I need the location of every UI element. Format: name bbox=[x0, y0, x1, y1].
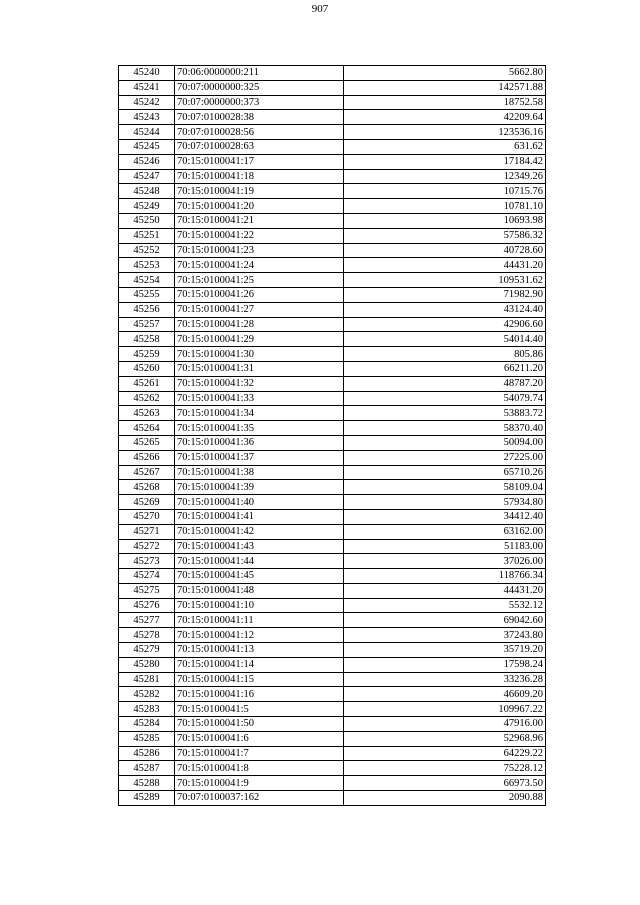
row-number-cell: 45240 bbox=[119, 66, 175, 81]
row-number-cell: 45242 bbox=[119, 95, 175, 110]
cadastral-number-cell: 70:15:0100041:16 bbox=[175, 687, 344, 702]
cadastral-number-cell: 70:15:0100041:26 bbox=[175, 287, 344, 302]
table-row bbox=[119, 317, 546, 332]
value-cell: 27225.00 bbox=[344, 450, 546, 465]
cadastral-number-cell: 70:15:0100041:14 bbox=[175, 657, 344, 672]
value-cell: 142571.88 bbox=[344, 80, 546, 95]
value-cell: 64229.22 bbox=[344, 746, 546, 761]
cadastral-number-cell: 70:15:0100041:20 bbox=[175, 199, 344, 214]
table-row bbox=[119, 761, 546, 776]
table-row bbox=[119, 450, 546, 465]
value-cell: 53883.72 bbox=[344, 406, 546, 421]
records-table bbox=[118, 65, 546, 806]
cadastral-number-cell: 70:15:0100041:30 bbox=[175, 347, 344, 362]
value-cell: 51183.00 bbox=[344, 539, 546, 554]
cadastral-number-cell: 70:15:0100041:37 bbox=[175, 450, 344, 465]
cadastral-number-cell: 70:15:0100041:22 bbox=[175, 228, 344, 243]
value-cell: 42209.64 bbox=[344, 110, 546, 125]
cadastral-number-cell: 70:15:0100041:44 bbox=[175, 554, 344, 569]
cadastral-number-cell: 70:15:0100041:38 bbox=[175, 465, 344, 480]
value-cell: 47916.00 bbox=[344, 717, 546, 732]
value-cell: 42906.60 bbox=[344, 317, 546, 332]
value-cell: 631.62 bbox=[344, 139, 546, 154]
value-cell: 109531.62 bbox=[344, 273, 546, 288]
cadastral-number-cell: 70:15:0100041:15 bbox=[175, 672, 344, 687]
row-number-cell: 45268 bbox=[119, 480, 175, 495]
row-number-cell: 45255 bbox=[119, 287, 175, 302]
cadastral-number-cell: 70:15:0100041:34 bbox=[175, 406, 344, 421]
cadastral-number-cell: 70:15:0100041:21 bbox=[175, 213, 344, 228]
row-number-cell: 45246 bbox=[119, 154, 175, 169]
cadastral-number-cell: 70:15:0100041:17 bbox=[175, 154, 344, 169]
value-cell: 40728.60 bbox=[344, 243, 546, 258]
cadastral-number-cell: 70:15:0100041:39 bbox=[175, 480, 344, 495]
table-row bbox=[119, 302, 546, 317]
row-number-cell: 45251 bbox=[119, 228, 175, 243]
table-row bbox=[119, 524, 546, 539]
value-cell: 44431.20 bbox=[344, 258, 546, 273]
row-number-cell: 45253 bbox=[119, 258, 175, 273]
row-number-cell: 45267 bbox=[119, 465, 175, 480]
row-number-cell: 45289 bbox=[119, 791, 175, 806]
row-number-cell: 45247 bbox=[119, 169, 175, 184]
value-cell: 109967.22 bbox=[344, 702, 546, 717]
cadastral-number-cell: 70:15:0100041:11 bbox=[175, 613, 344, 628]
row-number-cell: 45271 bbox=[119, 524, 175, 539]
cadastral-number-cell: 70:07:0000000:325 bbox=[175, 80, 344, 95]
cadastral-number-cell: 70:06:0000000:211 bbox=[175, 66, 344, 81]
table-row bbox=[119, 702, 546, 717]
row-number-cell: 45261 bbox=[119, 376, 175, 391]
cadastral-number-cell: 70:15:0100041:9 bbox=[175, 776, 344, 791]
row-number-cell: 45264 bbox=[119, 421, 175, 436]
table-row bbox=[119, 391, 546, 406]
cadastral-number-cell: 70:15:0100041:19 bbox=[175, 184, 344, 199]
row-number-cell: 45259 bbox=[119, 347, 175, 362]
value-cell: 66973.50 bbox=[344, 776, 546, 791]
row-number-cell: 45288 bbox=[119, 776, 175, 791]
value-cell: 123536.16 bbox=[344, 125, 546, 140]
table-row bbox=[119, 657, 546, 672]
value-cell: 33236.28 bbox=[344, 672, 546, 687]
table-row bbox=[119, 154, 546, 169]
table-row bbox=[119, 95, 546, 110]
table-row bbox=[119, 583, 546, 598]
table-row bbox=[119, 199, 546, 214]
row-number-cell: 45277 bbox=[119, 613, 175, 628]
table-row bbox=[119, 125, 546, 140]
row-number-cell: 45248 bbox=[119, 184, 175, 199]
cadastral-number-cell: 70:15:0100041:10 bbox=[175, 598, 344, 613]
records-table-body bbox=[119, 66, 546, 806]
row-number-cell: 45272 bbox=[119, 539, 175, 554]
table-row bbox=[119, 465, 546, 480]
value-cell: 54014.40 bbox=[344, 332, 546, 347]
row-number-cell: 45275 bbox=[119, 583, 175, 598]
cadastral-number-cell: 70:15:0100041:27 bbox=[175, 302, 344, 317]
cadastral-number-cell: 70:15:0100041:5 bbox=[175, 702, 344, 717]
cadastral-number-cell: 70:15:0100041:43 bbox=[175, 539, 344, 554]
table-row bbox=[119, 406, 546, 421]
row-number-cell: 45249 bbox=[119, 199, 175, 214]
cadastral-number-cell: 70:15:0100041:7 bbox=[175, 746, 344, 761]
value-cell: 57934.80 bbox=[344, 495, 546, 510]
table-row bbox=[119, 287, 546, 302]
value-cell: 46609.20 bbox=[344, 687, 546, 702]
value-cell: 35719.20 bbox=[344, 643, 546, 658]
row-number-cell: 45265 bbox=[119, 435, 175, 450]
cadastral-number-cell: 70:07:0100028:56 bbox=[175, 125, 344, 140]
row-number-cell: 45273 bbox=[119, 554, 175, 569]
row-number-cell: 45266 bbox=[119, 450, 175, 465]
row-number-cell: 45250 bbox=[119, 213, 175, 228]
table-row bbox=[119, 613, 546, 628]
row-number-cell: 45262 bbox=[119, 391, 175, 406]
table-row bbox=[119, 776, 546, 791]
cadastral-number-cell: 70:15:0100041:24 bbox=[175, 258, 344, 273]
row-number-cell: 45276 bbox=[119, 598, 175, 613]
table-row bbox=[119, 643, 546, 658]
value-cell: 58109.04 bbox=[344, 480, 546, 495]
table-row bbox=[119, 539, 546, 554]
table-row bbox=[119, 243, 546, 258]
cadastral-number-cell: 70:07:0100037:162 bbox=[175, 791, 344, 806]
cadastral-number-cell: 70:15:0100041:40 bbox=[175, 495, 344, 510]
value-cell: 43124.40 bbox=[344, 302, 546, 317]
row-number-cell: 45245 bbox=[119, 139, 175, 154]
table-row bbox=[119, 717, 546, 732]
table-row bbox=[119, 509, 546, 524]
cadastral-number-cell: 70:15:0100041:50 bbox=[175, 717, 344, 732]
row-number-cell: 45286 bbox=[119, 746, 175, 761]
row-number-cell: 45280 bbox=[119, 657, 175, 672]
value-cell: 54079.74 bbox=[344, 391, 546, 406]
value-cell: 34412.40 bbox=[344, 509, 546, 524]
table-row bbox=[119, 347, 546, 362]
row-number-cell: 45243 bbox=[119, 110, 175, 125]
page-number: 907 bbox=[311, 3, 329, 15]
value-cell: 50094.00 bbox=[344, 435, 546, 450]
value-cell: 71982.90 bbox=[344, 287, 546, 302]
table-row bbox=[119, 731, 546, 746]
value-cell: 37026.00 bbox=[344, 554, 546, 569]
table-row bbox=[119, 791, 546, 806]
value-cell: 48787.20 bbox=[344, 376, 546, 391]
cadastral-number-cell: 70:15:0100041:28 bbox=[175, 317, 344, 332]
row-number-cell: 45254 bbox=[119, 273, 175, 288]
cadastral-number-cell: 70:15:0100041:8 bbox=[175, 761, 344, 776]
row-number-cell: 45281 bbox=[119, 672, 175, 687]
row-number-cell: 45257 bbox=[119, 317, 175, 332]
value-cell: 69042.60 bbox=[344, 613, 546, 628]
row-number-cell: 45256 bbox=[119, 302, 175, 317]
cadastral-number-cell: 70:15:0100041:18 bbox=[175, 169, 344, 184]
row-number-cell: 45279 bbox=[119, 643, 175, 658]
table-row bbox=[119, 213, 546, 228]
table-row bbox=[119, 569, 546, 584]
table-row bbox=[119, 598, 546, 613]
row-number-cell: 45252 bbox=[119, 243, 175, 258]
cadastral-number-cell: 70:15:0100041:45 bbox=[175, 569, 344, 584]
cadastral-number-cell: 70:15:0100041:23 bbox=[175, 243, 344, 258]
row-number-cell: 45274 bbox=[119, 569, 175, 584]
row-number-cell: 45278 bbox=[119, 628, 175, 643]
cadastral-number-cell: 70:15:0100041:41 bbox=[175, 509, 344, 524]
table-row bbox=[119, 746, 546, 761]
row-number-cell: 45258 bbox=[119, 332, 175, 347]
cadastral-number-cell: 70:15:0100041:13 bbox=[175, 643, 344, 658]
cadastral-number-cell: 70:15:0100041:12 bbox=[175, 628, 344, 643]
cadastral-number-cell: 70:15:0100041:33 bbox=[175, 391, 344, 406]
value-cell: 18752.58 bbox=[344, 95, 546, 110]
value-cell: 37243.80 bbox=[344, 628, 546, 643]
value-cell: 63162.00 bbox=[344, 524, 546, 539]
table-row bbox=[119, 480, 546, 495]
value-cell: 65710.26 bbox=[344, 465, 546, 480]
table-row bbox=[119, 361, 546, 376]
value-cell: 2090.88 bbox=[344, 791, 546, 806]
row-number-cell: 45263 bbox=[119, 406, 175, 421]
value-cell: 52968.96 bbox=[344, 731, 546, 746]
value-cell: 12349.26 bbox=[344, 169, 546, 184]
row-number-cell: 45283 bbox=[119, 702, 175, 717]
value-cell: 5532.12 bbox=[344, 598, 546, 613]
value-cell: 58370.40 bbox=[344, 421, 546, 436]
value-cell: 66211.20 bbox=[344, 361, 546, 376]
table-row bbox=[119, 495, 546, 510]
cadastral-number-cell: 70:07:0100028:38 bbox=[175, 110, 344, 125]
row-number-cell: 45244 bbox=[119, 125, 175, 140]
row-number-cell: 45260 bbox=[119, 361, 175, 376]
row-number-cell: 45282 bbox=[119, 687, 175, 702]
cadastral-number-cell: 70:15:0100041:42 bbox=[175, 524, 344, 539]
table-row bbox=[119, 80, 546, 95]
cadastral-number-cell: 70:15:0100041:35 bbox=[175, 421, 344, 436]
table-row bbox=[119, 273, 546, 288]
row-number-cell: 45287 bbox=[119, 761, 175, 776]
cadastral-number-cell: 70:07:0000000:373 bbox=[175, 95, 344, 110]
table-row bbox=[119, 435, 546, 450]
table-row bbox=[119, 169, 546, 184]
value-cell: 10715.76 bbox=[344, 184, 546, 199]
row-number-cell: 45285 bbox=[119, 731, 175, 746]
cadastral-number-cell: 70:15:0100041:29 bbox=[175, 332, 344, 347]
table-row bbox=[119, 332, 546, 347]
value-cell: 57586.32 bbox=[344, 228, 546, 243]
table-row bbox=[119, 258, 546, 273]
table-row bbox=[119, 672, 546, 687]
cadastral-number-cell: 70:15:0100041:32 bbox=[175, 376, 344, 391]
value-cell: 10693.98 bbox=[344, 213, 546, 228]
value-cell: 44431.20 bbox=[344, 583, 546, 598]
table-row bbox=[119, 687, 546, 702]
cadastral-number-cell: 70:07:0100028:63 bbox=[175, 139, 344, 154]
table-row bbox=[119, 376, 546, 391]
table-row bbox=[119, 421, 546, 436]
cadastral-number-cell: 70:15:0100041:6 bbox=[175, 731, 344, 746]
table-row bbox=[119, 110, 546, 125]
value-cell: 17598.24 bbox=[344, 657, 546, 672]
cadastral-number-cell: 70:15:0100041:31 bbox=[175, 361, 344, 376]
row-number-cell: 45269 bbox=[119, 495, 175, 510]
cadastral-number-cell: 70:15:0100041:36 bbox=[175, 435, 344, 450]
value-cell: 17184.42 bbox=[344, 154, 546, 169]
table-row bbox=[119, 554, 546, 569]
value-cell: 10781.10 bbox=[344, 199, 546, 214]
value-cell: 805.86 bbox=[344, 347, 546, 362]
row-number-cell: 45270 bbox=[119, 509, 175, 524]
value-cell: 118766.34 bbox=[344, 569, 546, 584]
value-cell: 5662.80 bbox=[344, 66, 546, 81]
table-row bbox=[119, 66, 546, 81]
value-cell: 75228.12 bbox=[344, 761, 546, 776]
table-row bbox=[119, 139, 546, 154]
cadastral-number-cell: 70:15:0100041:25 bbox=[175, 273, 344, 288]
row-number-cell: 45241 bbox=[119, 80, 175, 95]
table-row bbox=[119, 228, 546, 243]
table-row bbox=[119, 628, 546, 643]
cadastral-number-cell: 70:15:0100041:48 bbox=[175, 583, 344, 598]
row-number-cell: 45284 bbox=[119, 717, 175, 732]
table-row bbox=[119, 184, 546, 199]
